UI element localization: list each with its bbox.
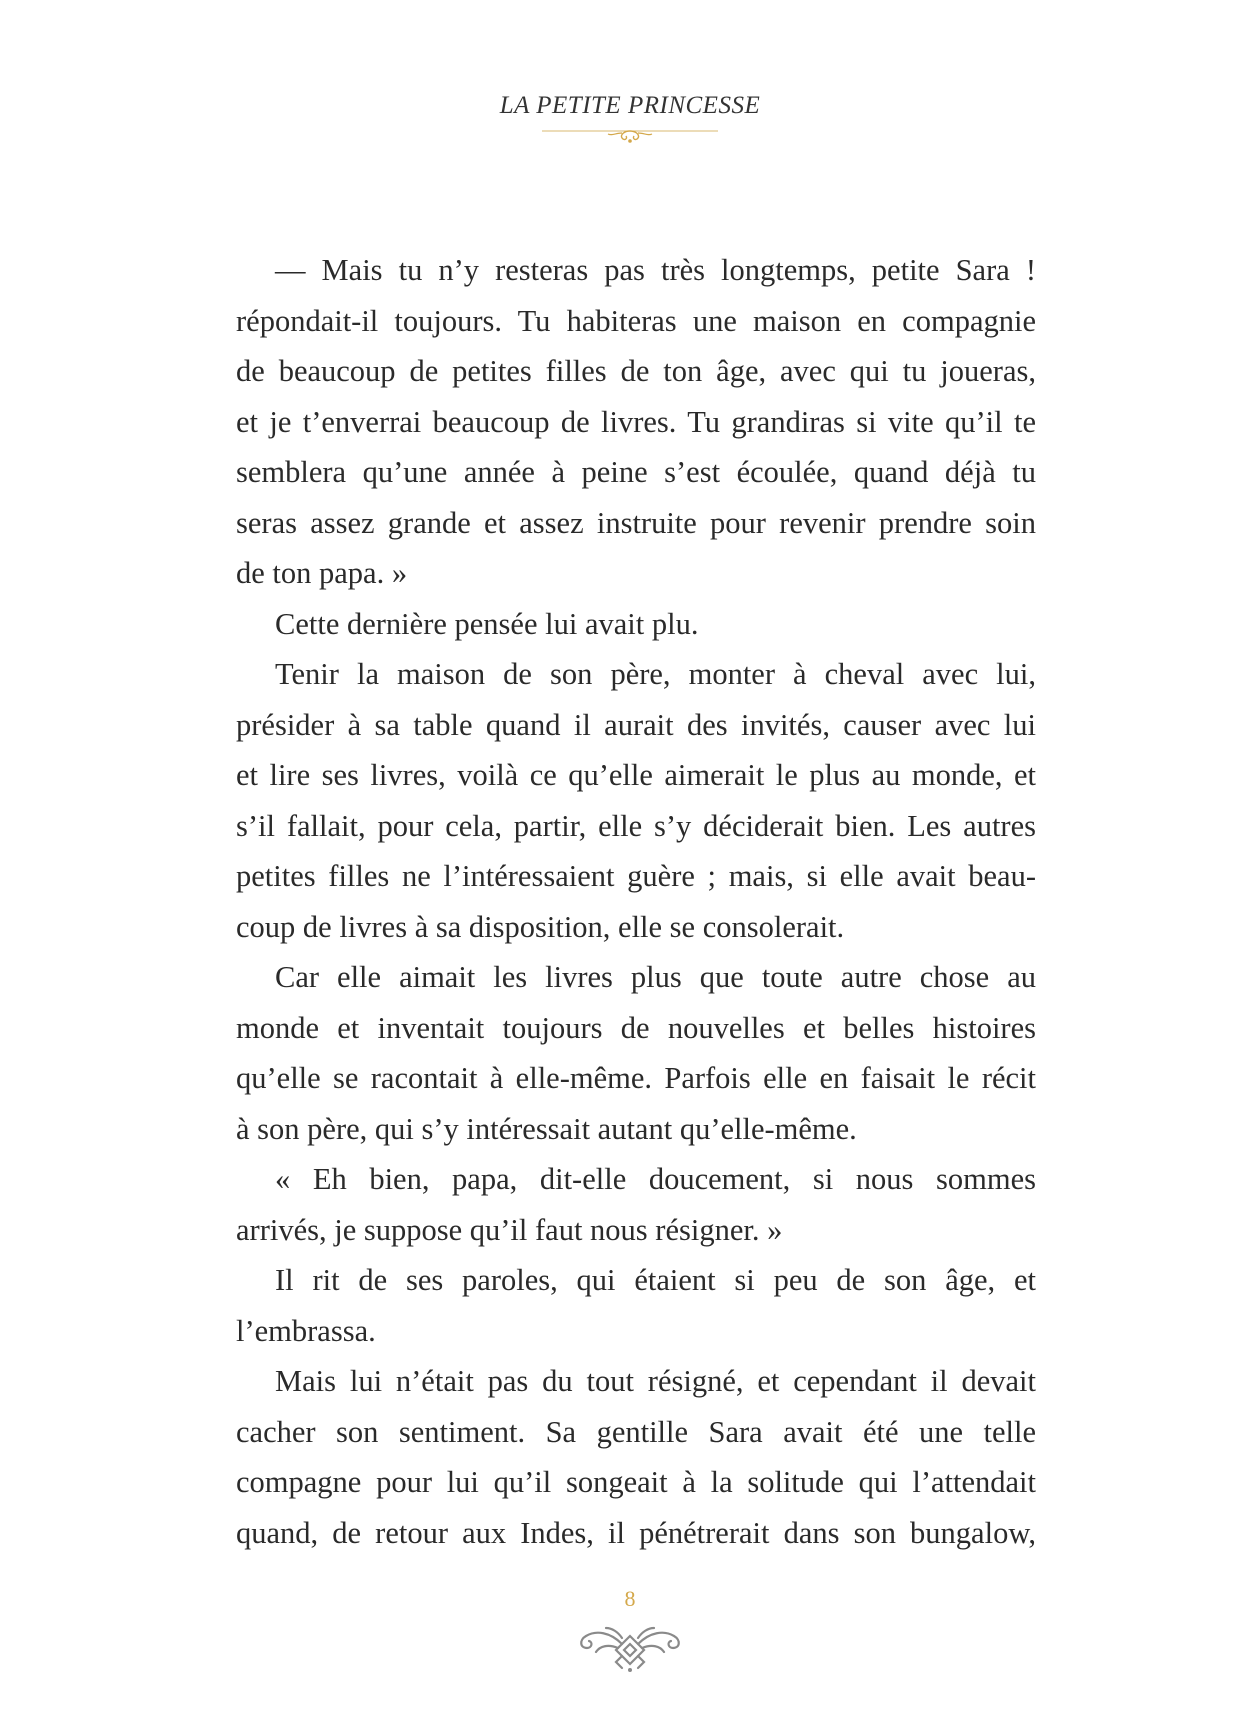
text-line: et je t’enverrai beaucoup de livres. Tu grandiras si vite qu’il te [236, 404, 1036, 439]
text-line: présider à sa table quand il aurait des invités, causer avec lui [236, 707, 1036, 742]
text-line: arrivés, je suppose qu’il faut nous résigner. » [236, 1212, 783, 1247]
text-line: « Eh bien, papa, dit-elle doucement, si nous sommes [275, 1162, 1036, 1196]
text-line: — Mais tu n’y resteras pas très longtemps, petite Sara ! [275, 253, 1036, 287]
text-line: s’il fallait, pour cela, partir, elle s’y déciderait bien. Les autres [236, 808, 1036, 843]
text-line: quand, de retour aux Indes, il pénétrerait dans son bungalow, [236, 1515, 1036, 1550]
page-footer [0, 1586, 1260, 1676]
text-line: et lire ses livres, voilà ce qu’elle aimerait le plus au monde, et [236, 758, 1036, 792]
text-line: seras assez grande et assez instruite pour revenir prendre soin [236, 505, 1036, 540]
footer-ornament-icon [570, 1614, 690, 1676]
text-line: compagne pour lui qu’il songeait à la solitude qui l’attendait [236, 1465, 1036, 1499]
text-line: qu’elle se racontait à elle-même. Parfois elle en faisait le récit [236, 1061, 1036, 1095]
text-line: coup de livres à sa disposition, elle se consolerait. [236, 909, 845, 944]
text-line: de ton papa. » [236, 556, 408, 590]
text-line: cacher son sentiment. Sa gentille Sara avait été une telle [236, 1414, 1036, 1449]
text-line: Cette dernière pensée lui avait plu. [275, 606, 699, 641]
text-line: Mais lui n’était pas du tout résigné, et cependant il devait [275, 1364, 1036, 1398]
text-line: de beaucoup de petites filles de ton âge, avec qui tu joueras, [236, 354, 1036, 388]
text-line: Il rit de ses paroles, qui étaient si peu de son âge, et [275, 1263, 1036, 1297]
page-number: 8 [624, 1586, 636, 1611]
text-line: répondait-il toujours. Tu habiteras une maison en compagnie [236, 303, 1036, 338]
text-line: semblera qu’une année à peine s’est écoulée, quand déjà tu [236, 455, 1036, 489]
text-line: Tenir la maison de son père, monter à cheval avec lui, [275, 657, 1036, 691]
text-line: à son père, qui s’y intéressait autant qu’elle-même. [236, 1111, 857, 1146]
flourish-ornament-icon [540, 124, 720, 146]
text-line: petites filles ne l’intéressaient guère ; mais, si elle avait beau- [236, 859, 1036, 893]
text-line: l’embrassa. [236, 1313, 376, 1348]
running-title: LA PETITE PRINCESSE [499, 92, 761, 119]
body-text [236, 245, 1036, 1558]
running-header [0, 92, 1260, 146]
text-line: monde et inventait toujours de nouvelles et belles histoires [236, 1010, 1036, 1045]
text-line: Car elle aimait les livres plus que toute autre chose au [275, 960, 1036, 994]
